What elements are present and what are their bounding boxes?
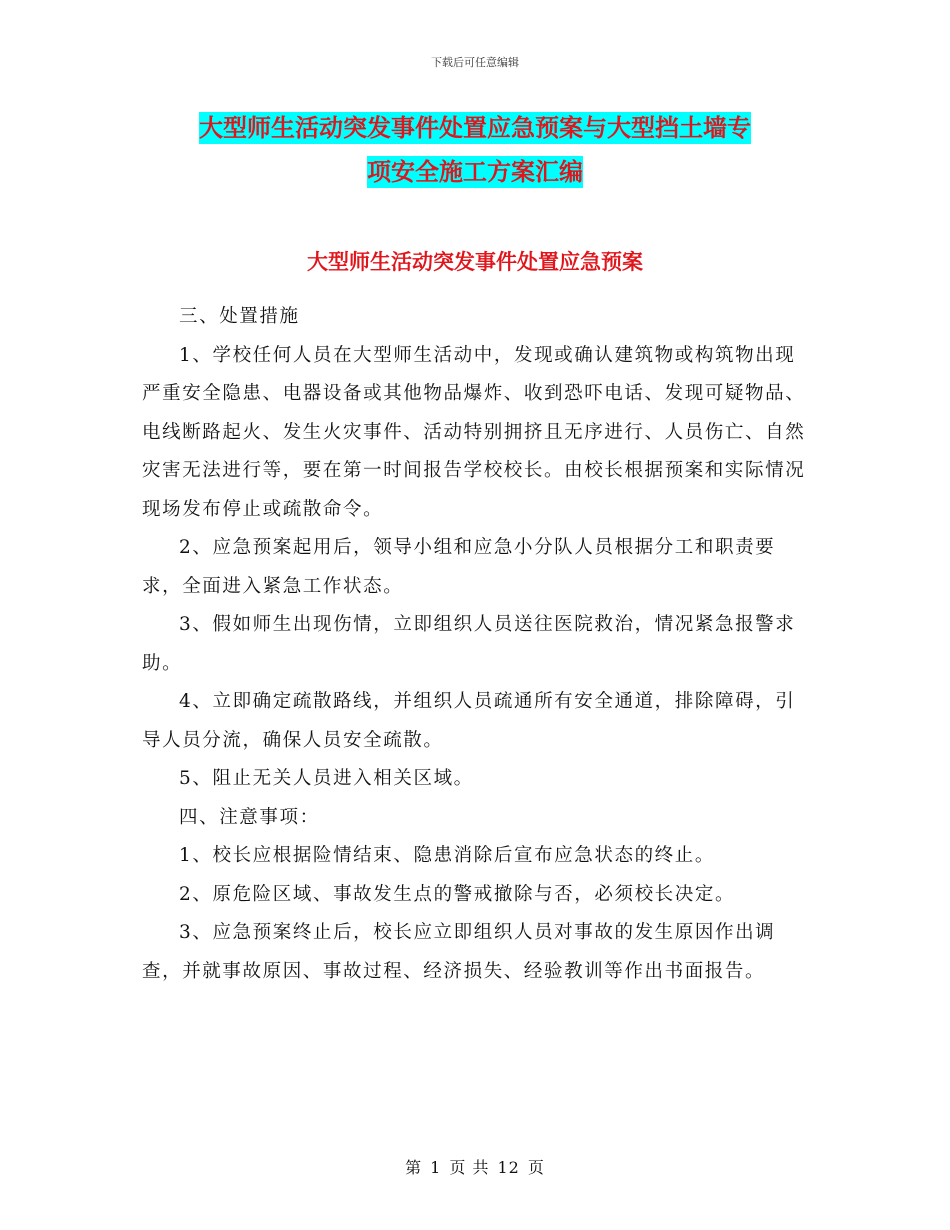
paragraph-measure-5: 5、阻止无关人员进入相关区域。 xyxy=(179,768,474,789)
footer-suffix: 页 xyxy=(527,1158,545,1177)
document-title xyxy=(140,106,810,194)
document-title-line-1: 大型师生活动突发事件处置应急预案与大型挡土墙专 xyxy=(199,114,751,142)
page-footer xyxy=(0,1155,950,1178)
footer-total-pages: 12 xyxy=(497,1158,520,1177)
paragraph-measure-2: 2、应急预案起用后，领导小组和应急小分队人员根据分工和职责要求，全面进入紧急工作状态。 xyxy=(142,537,776,597)
section-title: 大型师生活动突发事件处置应急预案 xyxy=(307,250,643,274)
paragraph-measure-3: 3、假如师生出现伤情，立即组织人员送往医院救治，情况紧急报警求助。 xyxy=(142,614,796,674)
paragraph-note-1: 1、校长应根据险情结束、隐患消除后宣布应急状态的终止。 xyxy=(179,845,715,866)
document-title-line-2: 项安全施工方案汇编 xyxy=(367,158,583,186)
paragraph-measure-4: 4、立即确定疏散路线，并组织人员疏通所有安全通道，排除障碍，引导人员分流，确保人员安全疏散。 xyxy=(142,691,796,751)
heading-measures: 三、处置措施 xyxy=(179,306,300,327)
heading-notes: 四、注意事项： xyxy=(179,806,320,828)
footer-page-number: 1 xyxy=(430,1158,442,1177)
footer-mid: 页 共 xyxy=(449,1158,490,1177)
paragraph-measure-1: 1、学校任何人员在大型师生活动中，发现或确认建筑物或构筑物出现严重安全隐患、电器设备或其他物品爆炸、收到恐吓电话、发现可疑物品、电线断路起火、发生火灾事件、活动特别拥挤且无序进行、人员伤亡、自然灾害无法进行等，要在第一时间报告学校校长。由校长根据预案和实际情况现场发布停止或疏散命令。 xyxy=(142,344,806,520)
document-body xyxy=(142,298,810,991)
page-header-note: 下载后可任意编辑 xyxy=(431,56,519,69)
paragraph-note-2: 2、原危险区域、事故发生点的警戒撤除与否，必须校长决定。 xyxy=(179,883,736,905)
paragraph-note-3: 3、应急预案终止后，校长应立即组织人员对事故的发生原因作出调查，并就事故原因、事故过程、经济损失、经验教训等作出书面报告。 xyxy=(142,922,776,982)
footer-prefix: 第 xyxy=(405,1158,423,1177)
